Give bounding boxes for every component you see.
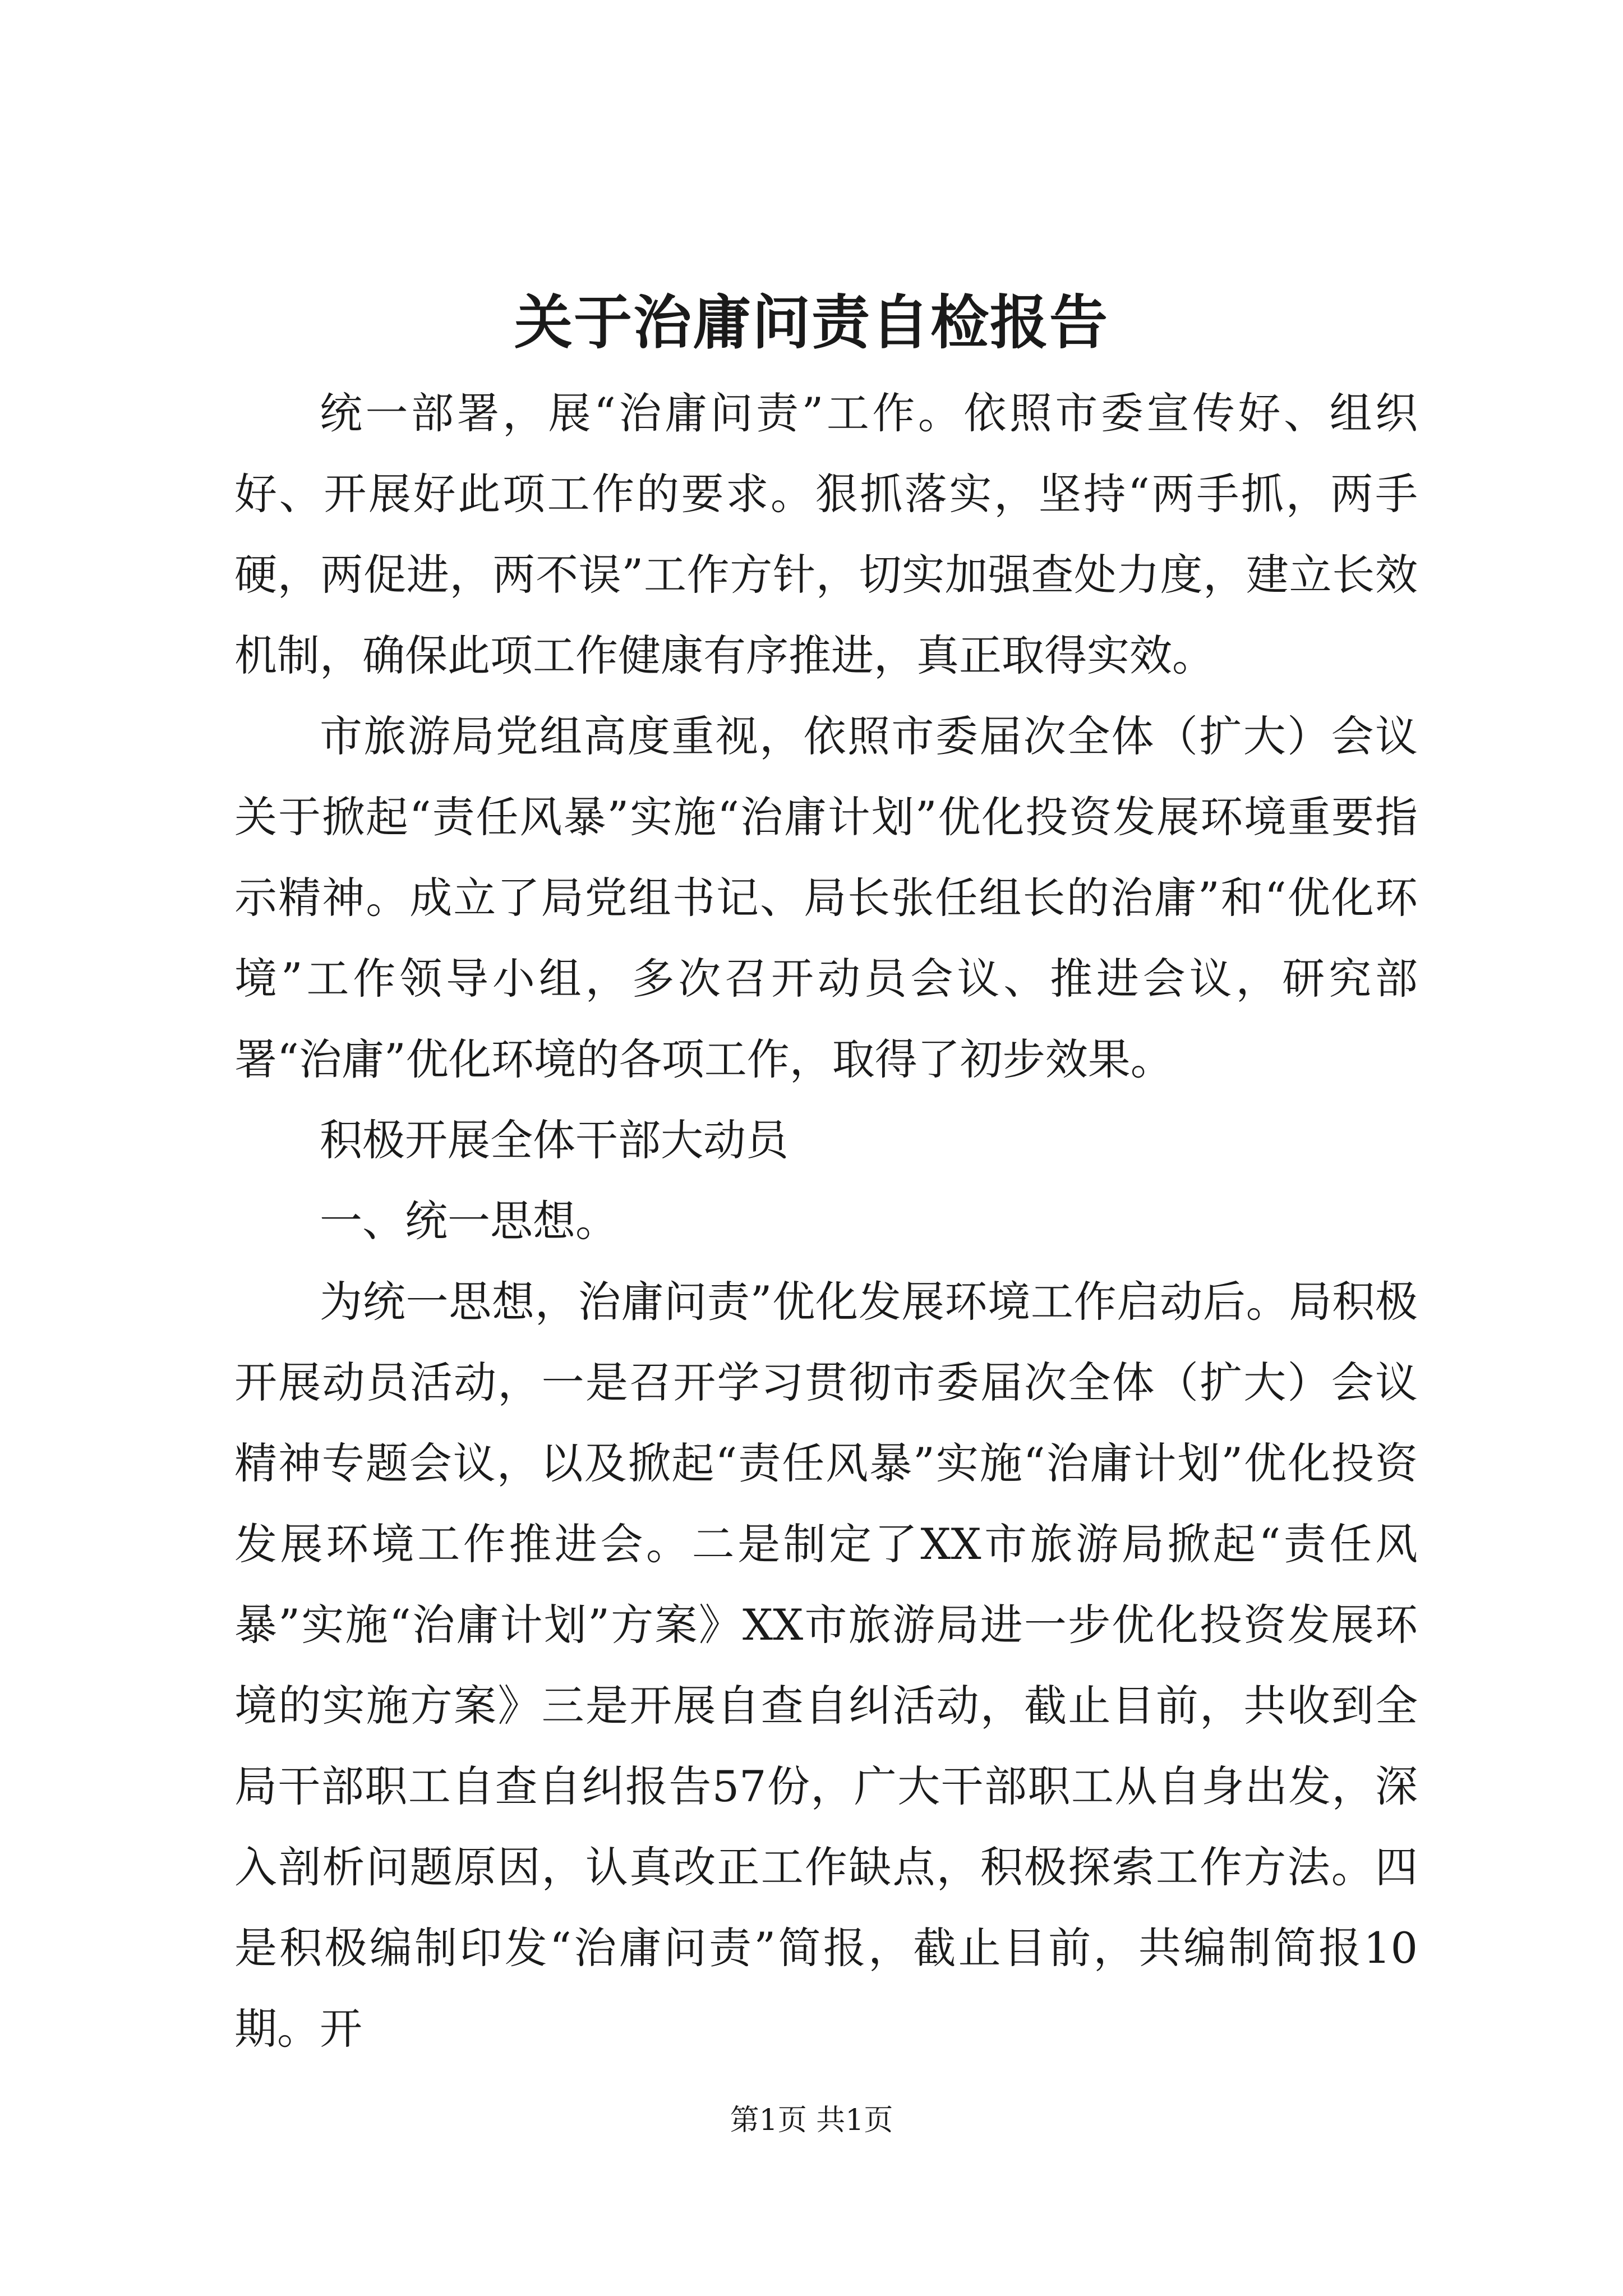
page-footer: 第1页 共1页 [730,2104,893,2137]
paragraph-unify-thought: 为统一思想，治庸问责”优化发展环境工作启动后。局积极开展动员活动，一是召开学习贯彻市委届次全体（扩大）会议精神专题会议，以及掀起“责任风暴”实施“治庸计划”优化投资发展环境工作推进会。二是制定了XX市旅游局掀起“责任风暴”实施“治庸计划”方案》XX市旅游局进一步优化投资发展环境的实施方案》三是开展自查自纠活动，截止目前，共收到全局干部职工自查自纠报告57份，广大干部职工从自身出发，深入剖析问题原因，认真改正工作缺点，积极探索工作方法。四是积极编制印发“治庸问责”简报，截止目前，共编制简报10期。开 [234,1277,1418,2054]
section-heading-unify-thought: 一、统一思想。 [320,1196,618,1246]
section-heading-mobilization: 积极开展全体干部大动员 [320,1115,789,1165]
paragraph-intro: 统一部署，展“治庸问责”工作。依照市委宣传好、组织好、开展好此项工作的要求。狠抓落实，坚持“两手抓，两手硬，两促进，两不误”工作方针，切实加强查处力度，建立长效机制，确保此项工作健康有序推进，真正取得实效。 [234,388,1418,680]
paragraph-leadership: 市旅游局党组高度重视，依照市委届次全体（扩大）会议关于掀起“责任风暴”实施“治庸计划”优化投资发展环境重要指示精神。成立了局党组书记、局长张任组长的治庸”和“优化环境”工作领导小组，多次召开动员会议、推进会议，研究部署“治庸”优化环境的各项工作，取得了初步效果。 [234,711,1418,1084]
document-body [234,373,1418,2069]
document-title: 关于治庸问责自检报告 [514,288,1109,357]
